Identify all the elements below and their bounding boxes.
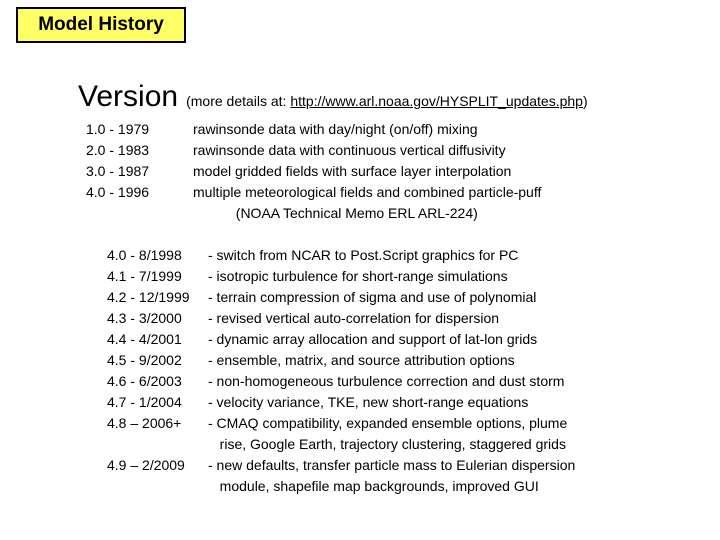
version-heading	[78, 80, 588, 114]
late-version-desc: - new defaults, transfer particle mass to Eulerian dispersion	[208, 457, 576, 473]
early-version-desc: rawinsonde data with day/night (on/off) mixing	[193, 121, 478, 137]
late-version-desc: - isotropic turbulence for short-range simulations	[208, 268, 508, 284]
late-version-desc: - revised vertical auto-correlation for dispersion	[208, 310, 500, 326]
late-version-desc: - velocity variance, TKE, new short-range equations	[208, 394, 529, 410]
details-note-suffix: )	[582, 93, 588, 109]
late-version: 4.9 – 2/2009	[107, 457, 185, 473]
late-version-desc: - non-homogeneous turbulence correction and dust storm	[208, 373, 565, 389]
early-version: 4.0 - 1996	[86, 184, 150, 200]
details-link[interactable]: http://www.arl.noaa.gov/HYSPLIT_updates.php	[290, 93, 583, 109]
late-version-desc: - dynamic array allocation and support of lat-lon grids	[208, 331, 538, 347]
page-title: Model History	[16, 7, 186, 43]
late-version: 4.6 - 6/2003	[107, 373, 182, 389]
early-version-desc: rawinsonde data with continuous vertical diffusivity	[193, 142, 506, 158]
early-version: 3.0 - 1987	[86, 163, 150, 179]
early-version: 2.0 - 1983	[86, 142, 150, 158]
late-version-desc: rise, Google Earth, trajectory clustering, staggered grids	[208, 436, 566, 452]
late-version: 4.5 - 9/2002	[107, 352, 182, 368]
late-version-desc: - ensemble, matrix, and source attribution options	[208, 352, 515, 368]
late-version-desc: - CMAQ compatibility, expanded ensemble options, plume	[208, 415, 568, 431]
late-version: 4.2 - 12/1999	[107, 289, 190, 305]
early-version-desc: model gridded fields with surface layer interpolation	[193, 163, 512, 179]
late-version: 4.7 - 1/2004	[107, 394, 182, 410]
version-heading-word: Version	[78, 80, 179, 113]
late-version: 4.3 - 3/2000	[107, 310, 182, 326]
details-note	[186, 93, 588, 109]
late-version-desc: - switch from NCAR to Post.Script graphics for PC	[208, 247, 519, 263]
late-version: 4.1 - 7/1999	[107, 268, 182, 284]
late-version-desc: - terrain compression of sigma and use of polynomial	[208, 289, 537, 305]
early-version-desc: multiple meteorological fields and combined particle-puff	[193, 184, 542, 200]
details-note-prefix: (more details at:	[186, 93, 291, 109]
early-version: 1.0 - 1979	[86, 121, 150, 137]
early-version-desc: (NOAA Technical Memo ERL ARL-224)	[193, 205, 478, 221]
late-version: 4.0 - 8/1998	[107, 247, 182, 263]
late-version: 4.8 – 2006+	[107, 415, 182, 431]
late-version: 4.4 - 4/2001	[107, 331, 182, 347]
late-version-desc: module, shapefile map backgrounds, improved GUI	[208, 478, 539, 494]
